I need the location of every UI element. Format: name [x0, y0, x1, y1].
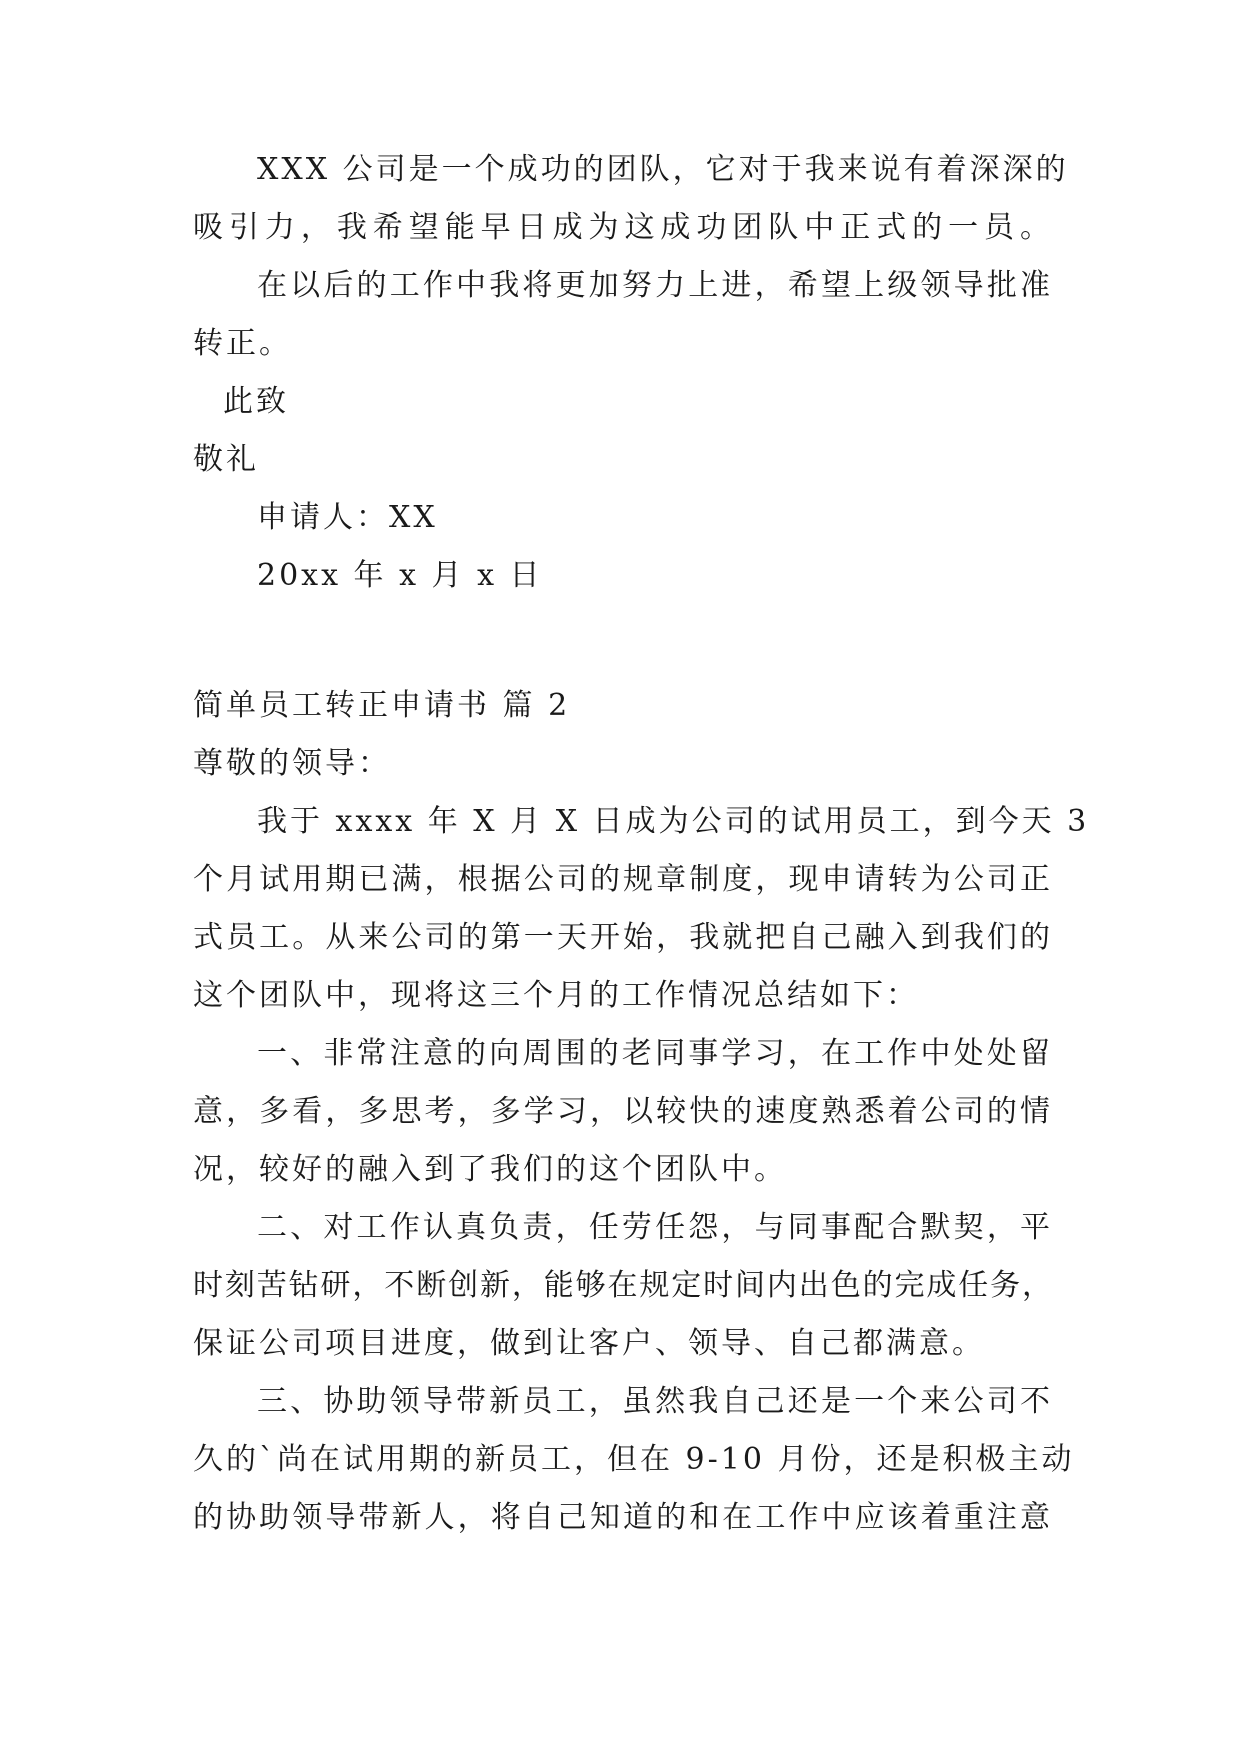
paragraph-line: 久的`尚在试用期的新员工，但在 9-10 月份，还是积极主动	[193, 1442, 1075, 1477]
paragraph-line: 式员工。从来公司的第一天开始，我就把自己融入到我们的	[193, 920, 1053, 955]
paragraph-line: 转正。	[193, 326, 292, 361]
paragraph-line: 保证公司项目进度，做到让客户、领导、自己都满意。	[193, 1326, 985, 1361]
paragraph-line: 我于 xxxx 年 X 月 X 日成为公司的试用员工，到今天 3	[257, 804, 1090, 839]
paragraph-line: XXX 公司是一个成功的团队，它对于我来说有着深深的	[257, 152, 1069, 187]
paragraph-line: 时刻苦钻研，不断创新，能够在规定时间内出色的完成任务，	[193, 1268, 1053, 1303]
section-title: 简单员工转正申请书 篇 2	[193, 688, 571, 723]
closing-phrase: 此致	[223, 384, 289, 419]
greeting: 尊敬的领导：	[193, 746, 391, 781]
paragraph-line: 吸引力，我希望能早日成为这成功团队中正式的一员。	[193, 210, 1053, 245]
paragraph-line: 意，多看，多思考，多学习，以较快的速度熟悉着公司的情	[193, 1094, 1053, 1129]
paragraph-line: 的协助领导带新人，将自己知道的和在工作中应该着重注意	[193, 1500, 1053, 1535]
paragraph-line: 二、对工作认真负责，任劳任怨，与同事配合默契，平	[257, 1210, 1053, 1245]
paragraph-line: 个月试用期已满，根据公司的规章制度，现申请转为公司正	[193, 862, 1053, 897]
paragraph-line: 况，较好的融入到了我们的这个团队中。	[193, 1152, 787, 1187]
paragraph-line: 一、非常注意的向周围的老同事学习，在工作中处处留	[257, 1036, 1053, 1071]
paragraph-line: 三、协助领导带新员工，虽然我自己还是一个来公司不	[257, 1384, 1053, 1419]
paragraph-line: 在以后的工作中我将更加努力上进，希望上级领导批准	[257, 268, 1053, 303]
closing-salutation: 敬礼	[193, 442, 259, 477]
applicant-name: 申请人：XX	[257, 500, 438, 535]
application-date: 20xx 年 x 月 x 日	[257, 558, 543, 593]
paragraph-line: 这个团队中，现将这三个月的工作情况总结如下：	[193, 978, 919, 1013]
